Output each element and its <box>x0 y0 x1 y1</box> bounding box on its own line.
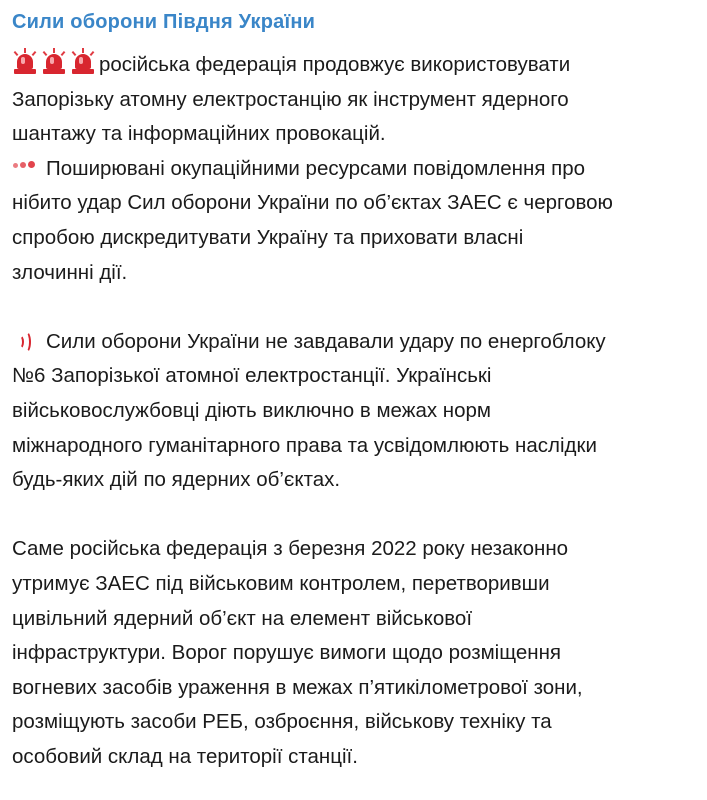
channel-name-link[interactable]: Сили оборони Півдня України <box>12 11 316 33</box>
text-line: шантажу та інформаційних провокацій. <box>12 122 386 146</box>
police-light-icon <box>41 50 67 74</box>
post-paragraph-2 <box>12 152 702 290</box>
paragraph-spacer <box>12 498 702 533</box>
post-paragraph-3 <box>12 325 702 498</box>
text-line: злочинні дії. <box>12 260 128 284</box>
text-line: міжнародного гуманітарного права та усвідомлюють наслідки <box>12 433 597 457</box>
text-line: цивільний ядерний об’єкт на елемент військової <box>12 606 473 630</box>
text-line: будь-яких дій по ядерних об’єктах. <box>12 468 341 492</box>
text-line: утримує ЗАЕС під військовим контролем, перетворивши <box>12 571 550 595</box>
post-text: Сили оборони України не завдавали удару по енергоблоку <box>46 329 606 353</box>
post-text: Поширювані окупаційними ресурсами повідомлення про <box>46 156 586 180</box>
text-line: особовий склад на території станції. <box>12 744 358 768</box>
text-line: розміщують засоби РЕБ, озброєння, військову техніку та <box>12 710 552 734</box>
red-dots-icon <box>12 158 38 172</box>
text-line: нібито удар Сил оборони України по об’єктах ЗАЕС є черговою <box>12 191 613 215</box>
text-line: вогневих засобів ураження в межах п’ятикілометрової зони, <box>12 675 583 699</box>
post-paragraph-4 <box>12 532 702 774</box>
text-line: спробою дискредитувати Україну та приховати власні <box>12 225 524 249</box>
police-light-icon <box>70 50 96 74</box>
text-line: Запорізьку атомну електростанцію як інструмент ядерного <box>12 87 569 111</box>
text-line: Саме російська федерація з березня 2022 року незаконно <box>12 537 569 561</box>
text-line <box>12 325 702 360</box>
police-light-icon <box>12 50 38 74</box>
post-text: російська федерація продовжує використовувати <box>99 53 571 76</box>
text-line: інфраструктури. Ворог порушує вимоги щодо розміщення <box>12 641 562 665</box>
text-line: військовослужбовці діють виключно в межах норм <box>12 398 492 422</box>
paragraph-spacer <box>12 290 702 325</box>
post-paragraph-1 <box>12 48 702 152</box>
text-line: №6 Запорізької атомної електростанції. Українські <box>12 364 492 388</box>
text-line <box>12 152 702 187</box>
telegram-post <box>12 8 702 774</box>
text-line <box>12 48 702 83</box>
sound-waves-icon <box>12 330 34 350</box>
